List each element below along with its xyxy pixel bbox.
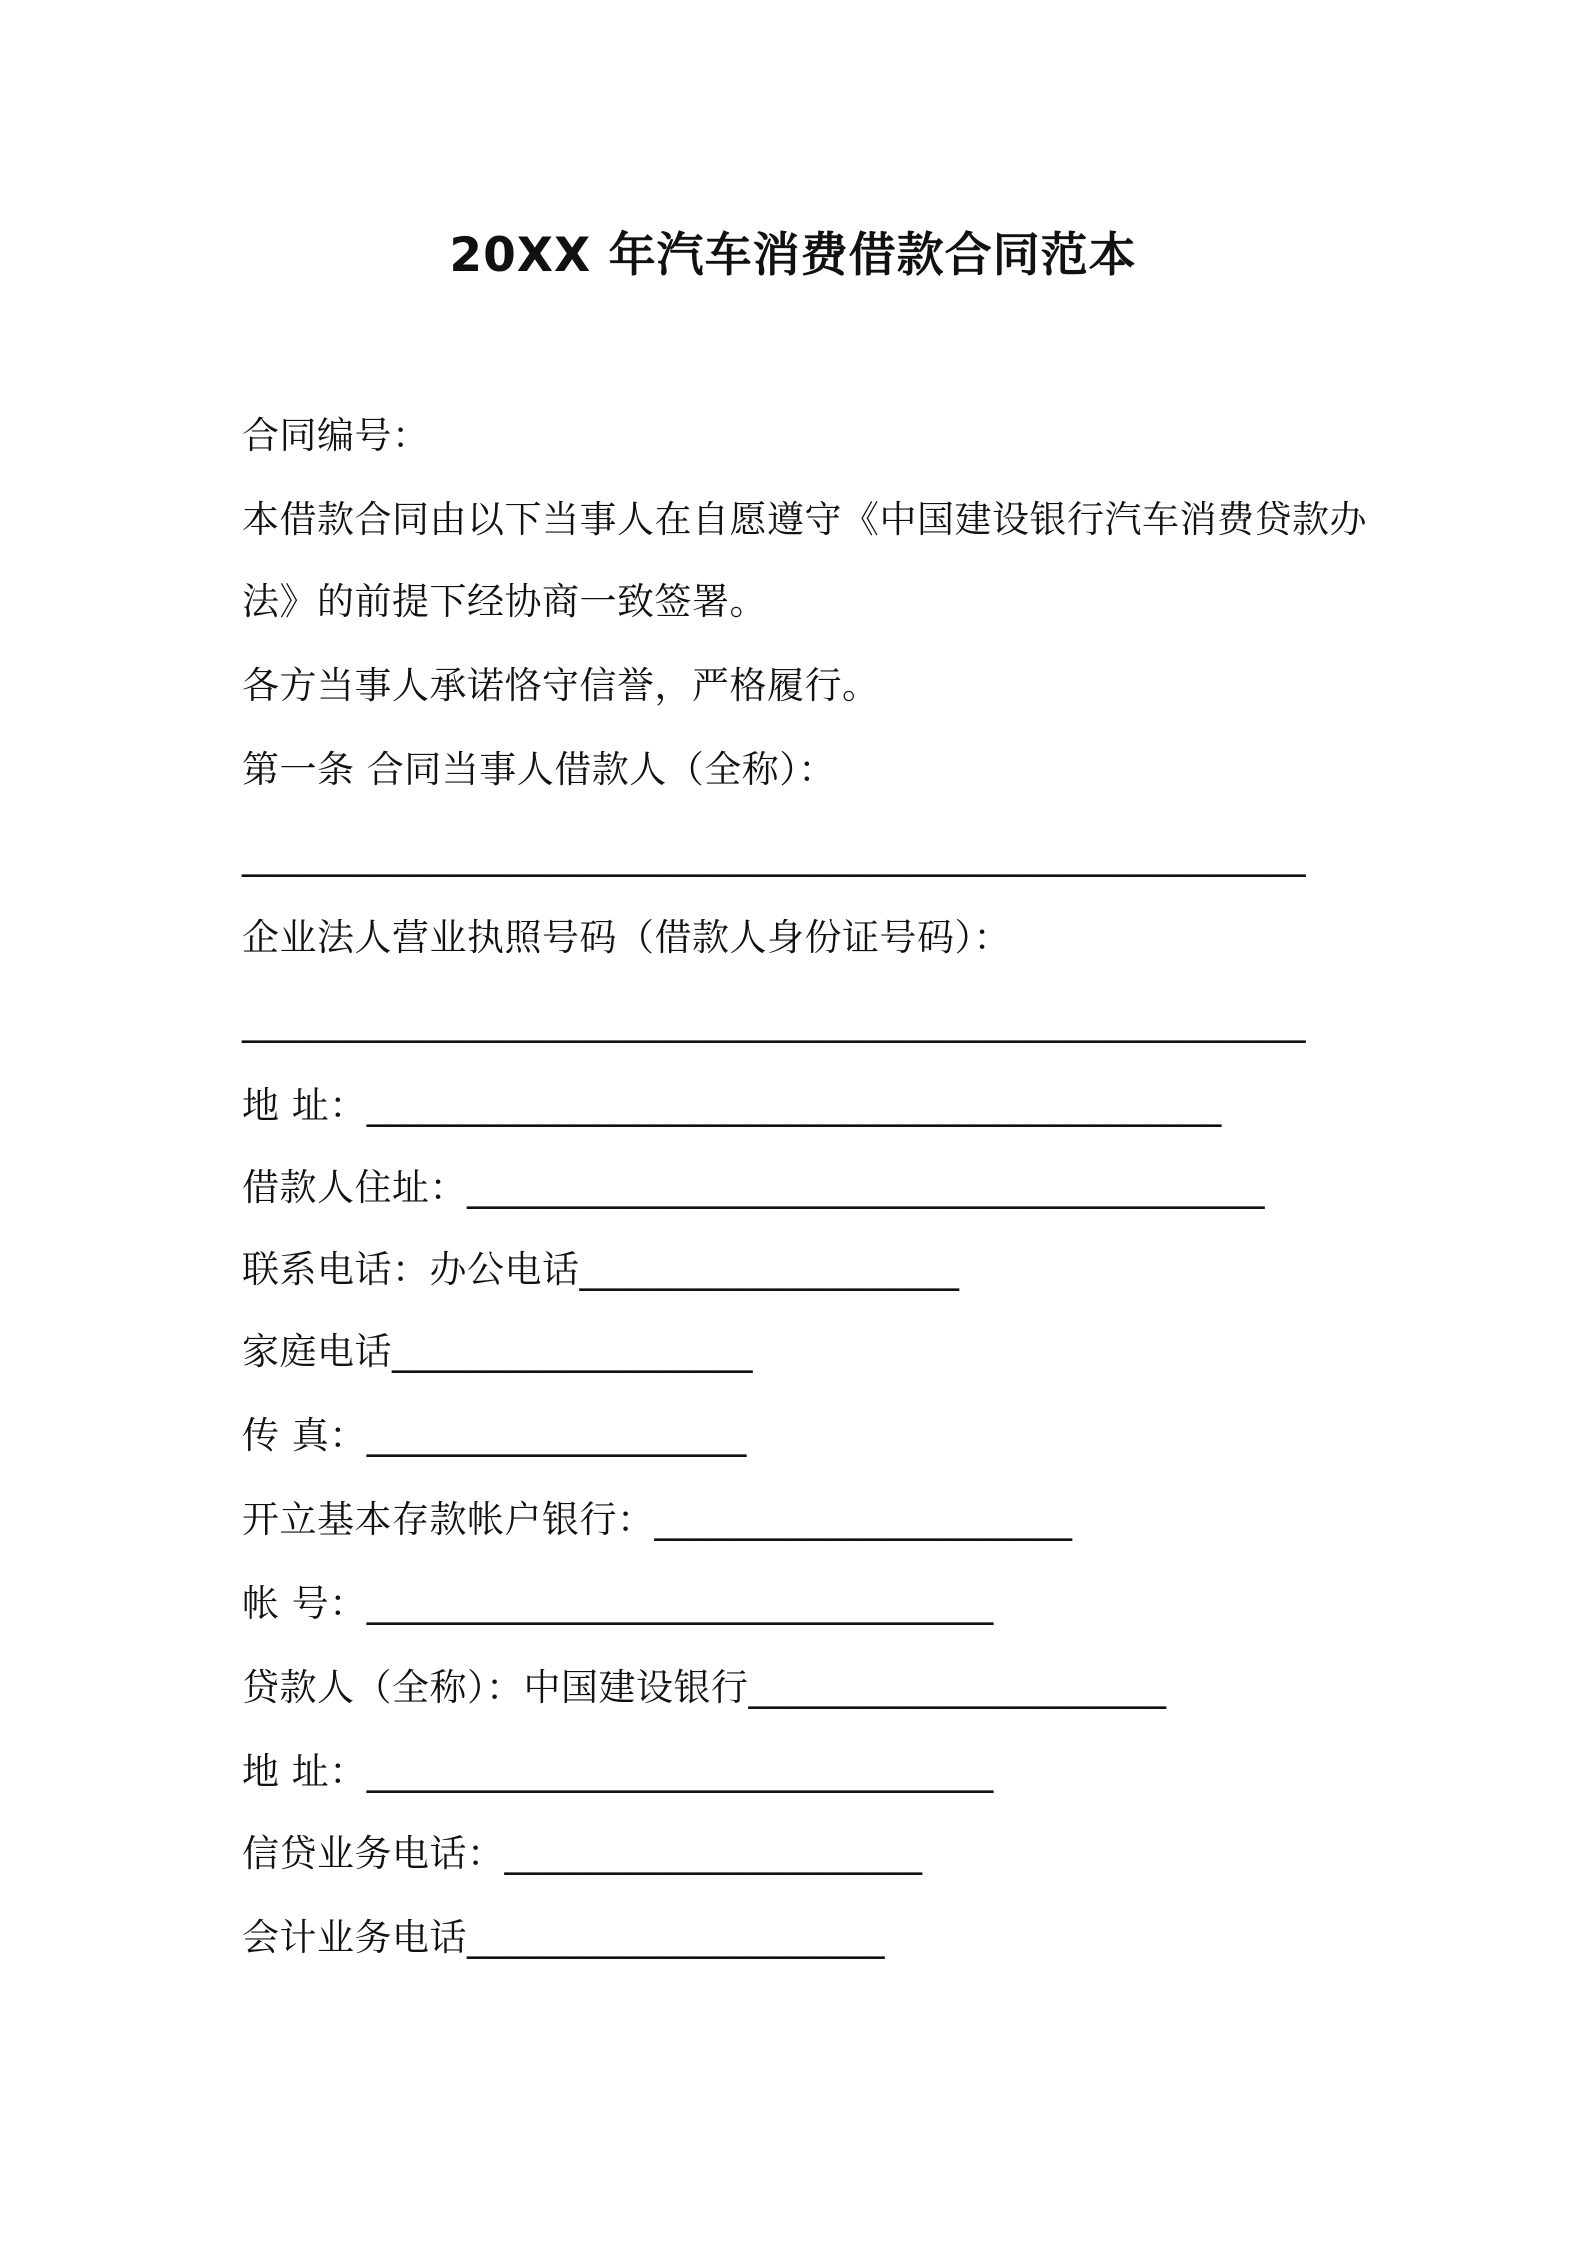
office-phone-field: 联系电话：办公电话____________________: [242, 1248, 960, 1291]
credit-business-phone-field: 信贷业务电话：______________________: [242, 1832, 923, 1875]
contract-number-label: 合同编号：: [242, 414, 430, 457]
lender-address-field: 地 址：_________________________________: [242, 1750, 994, 1793]
intro-paragraph-line-2: 法》的前提下经协商一致签署。: [242, 580, 767, 623]
account-number-field: 帐 号：_________________________________: [242, 1582, 994, 1625]
business-license-id-label: 企业法人营业执照号码（借款人身份证号码）：: [242, 916, 1011, 959]
borrower-residence-field: 借款人住址：__________________________________________: [242, 1166, 1265, 1209]
borrower-address-field: 地 址：_____________________________________________: [242, 1084, 1222, 1127]
lender-name-field: 贷款人（全称）：中国建设银行______________________: [242, 1666, 1167, 1709]
home-phone-field: 家庭电话___________________: [242, 1330, 753, 1373]
accounting-business-phone-field: 会计业务电话______________________: [242, 1916, 885, 1959]
document-title: 20XX 年汽车消费借款合同范本: [449, 228, 1137, 283]
commitment-statement: 各方当事人承诺恪守信誉，严格履行。: [242, 664, 880, 707]
borrower-name-blank: ________________________________________________________: [242, 834, 1306, 877]
deposit-bank-field: 开立基本存款帐户银行：______________________: [242, 1498, 1073, 1541]
fax-field: 传 真：____________________: [242, 1414, 747, 1457]
article-one-borrower-name-label: 第一条 合同当事人借款人（全称）：: [242, 748, 836, 791]
business-license-id-blank: ________________________________________________________: [242, 1000, 1306, 1043]
intro-paragraph-line-1: 本借款合同由以下当事人在自愿遵守《中国建设银行汽车消费贷款办: [242, 498, 1367, 541]
